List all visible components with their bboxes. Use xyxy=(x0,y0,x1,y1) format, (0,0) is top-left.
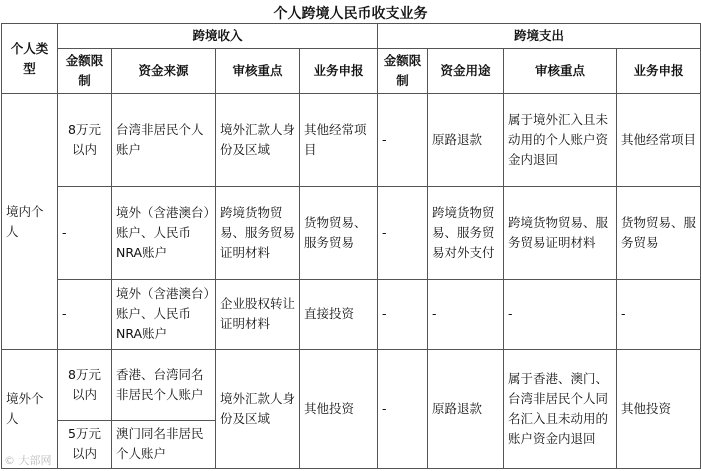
r1-out-limit: - xyxy=(378,94,428,187)
r4-out-use: 原路退款 xyxy=(428,350,504,469)
r4-in-review: 境外汇款人身份及区域 xyxy=(216,350,300,469)
header-out-use: 资金用途 xyxy=(428,49,504,94)
header-in-limit: 金额限制 xyxy=(58,49,112,94)
r2-out-limit: - xyxy=(378,187,428,280)
r4-in-limit-a: 8万元以内 xyxy=(58,350,112,420)
r2-out-use: 跨境货物贸易、服务贸易对外支付 xyxy=(428,187,504,280)
header-out-limit: 金额限制 xyxy=(378,49,428,94)
r2-out-review: 跨境货物贸易、服务贸易证明材料 xyxy=(504,187,617,280)
r1-in-source: 台湾非居民个人账户 xyxy=(112,94,216,187)
r1-out-review: 属于境外汇入且未动用的个人账户资金内退回 xyxy=(504,94,617,187)
r1-out-use: 原路退款 xyxy=(428,94,504,187)
business-table xyxy=(1,23,701,469)
r2-in-review: 跨境货物贸易、服务贸易证明材料 xyxy=(216,187,300,280)
header-outflow: 跨境支出 xyxy=(378,24,701,49)
header-in-source: 资金来源 xyxy=(112,49,216,94)
r3-in-source: 境外（含港澳台）账户、人民币 NRA账户 xyxy=(112,279,216,349)
r1-in-limit: 8万元以内 xyxy=(58,94,112,187)
person-type-domestic: 境内个人 xyxy=(2,94,58,350)
r2-in-limit: - xyxy=(58,187,112,280)
r2-in-source: 境外（含港澳台）账户、人民币 NRA账户 xyxy=(112,187,216,280)
header-inflow: 跨境收入 xyxy=(58,24,378,49)
r3-out-use: - xyxy=(428,279,504,349)
header-out-declaration: 业务申报 xyxy=(617,49,701,94)
r4-out-declaration: 其他投资 xyxy=(617,350,701,469)
r1-in-declaration: 其他经常项目 xyxy=(300,94,378,187)
r4-in-source-b: 澳门同名非居民个人账户 xyxy=(112,420,216,468)
r1-in-review: 境外汇款人身份及区域 xyxy=(216,94,300,187)
page-title: 个人跨境人民币收支业务 xyxy=(273,6,428,22)
r2-out-declaration: 货物贸易、服务贸易 xyxy=(617,187,701,280)
watermark: © 大部网 xyxy=(4,454,52,467)
r3-out-limit: - xyxy=(378,279,428,349)
header-in-declaration: 业务申报 xyxy=(300,49,378,94)
r1-out-declaration: 其他经常项目 xyxy=(617,94,701,187)
r3-in-declaration: 直接投资 xyxy=(300,279,378,349)
header-out-review: 审核重点 xyxy=(504,49,617,94)
r3-out-declaration: - xyxy=(617,279,701,349)
header-in-review: 审核重点 xyxy=(216,49,300,94)
r4-out-review: 属于香港、澳门、台湾非居民个人同名汇入且未动用的账户资金内退回 xyxy=(504,350,617,469)
r3-in-review: 企业股权转让证明材料 xyxy=(216,279,300,349)
r4-in-declaration: 其他投资 xyxy=(300,350,378,469)
r4-in-limit-b: 5万元以内 xyxy=(58,420,112,468)
header-person-type: 个人类型 xyxy=(2,24,58,94)
r3-out-review: - xyxy=(504,279,617,349)
r4-in-source-a: 香港、台湾同名非居民个人账户 xyxy=(112,350,216,420)
r3-in-limit: - xyxy=(58,279,112,349)
person-type-foreign: 境外个人 xyxy=(2,350,58,469)
r4-out-limit: - xyxy=(378,350,428,469)
r2-in-declaration: 货物贸易、服务贸易 xyxy=(300,187,378,280)
